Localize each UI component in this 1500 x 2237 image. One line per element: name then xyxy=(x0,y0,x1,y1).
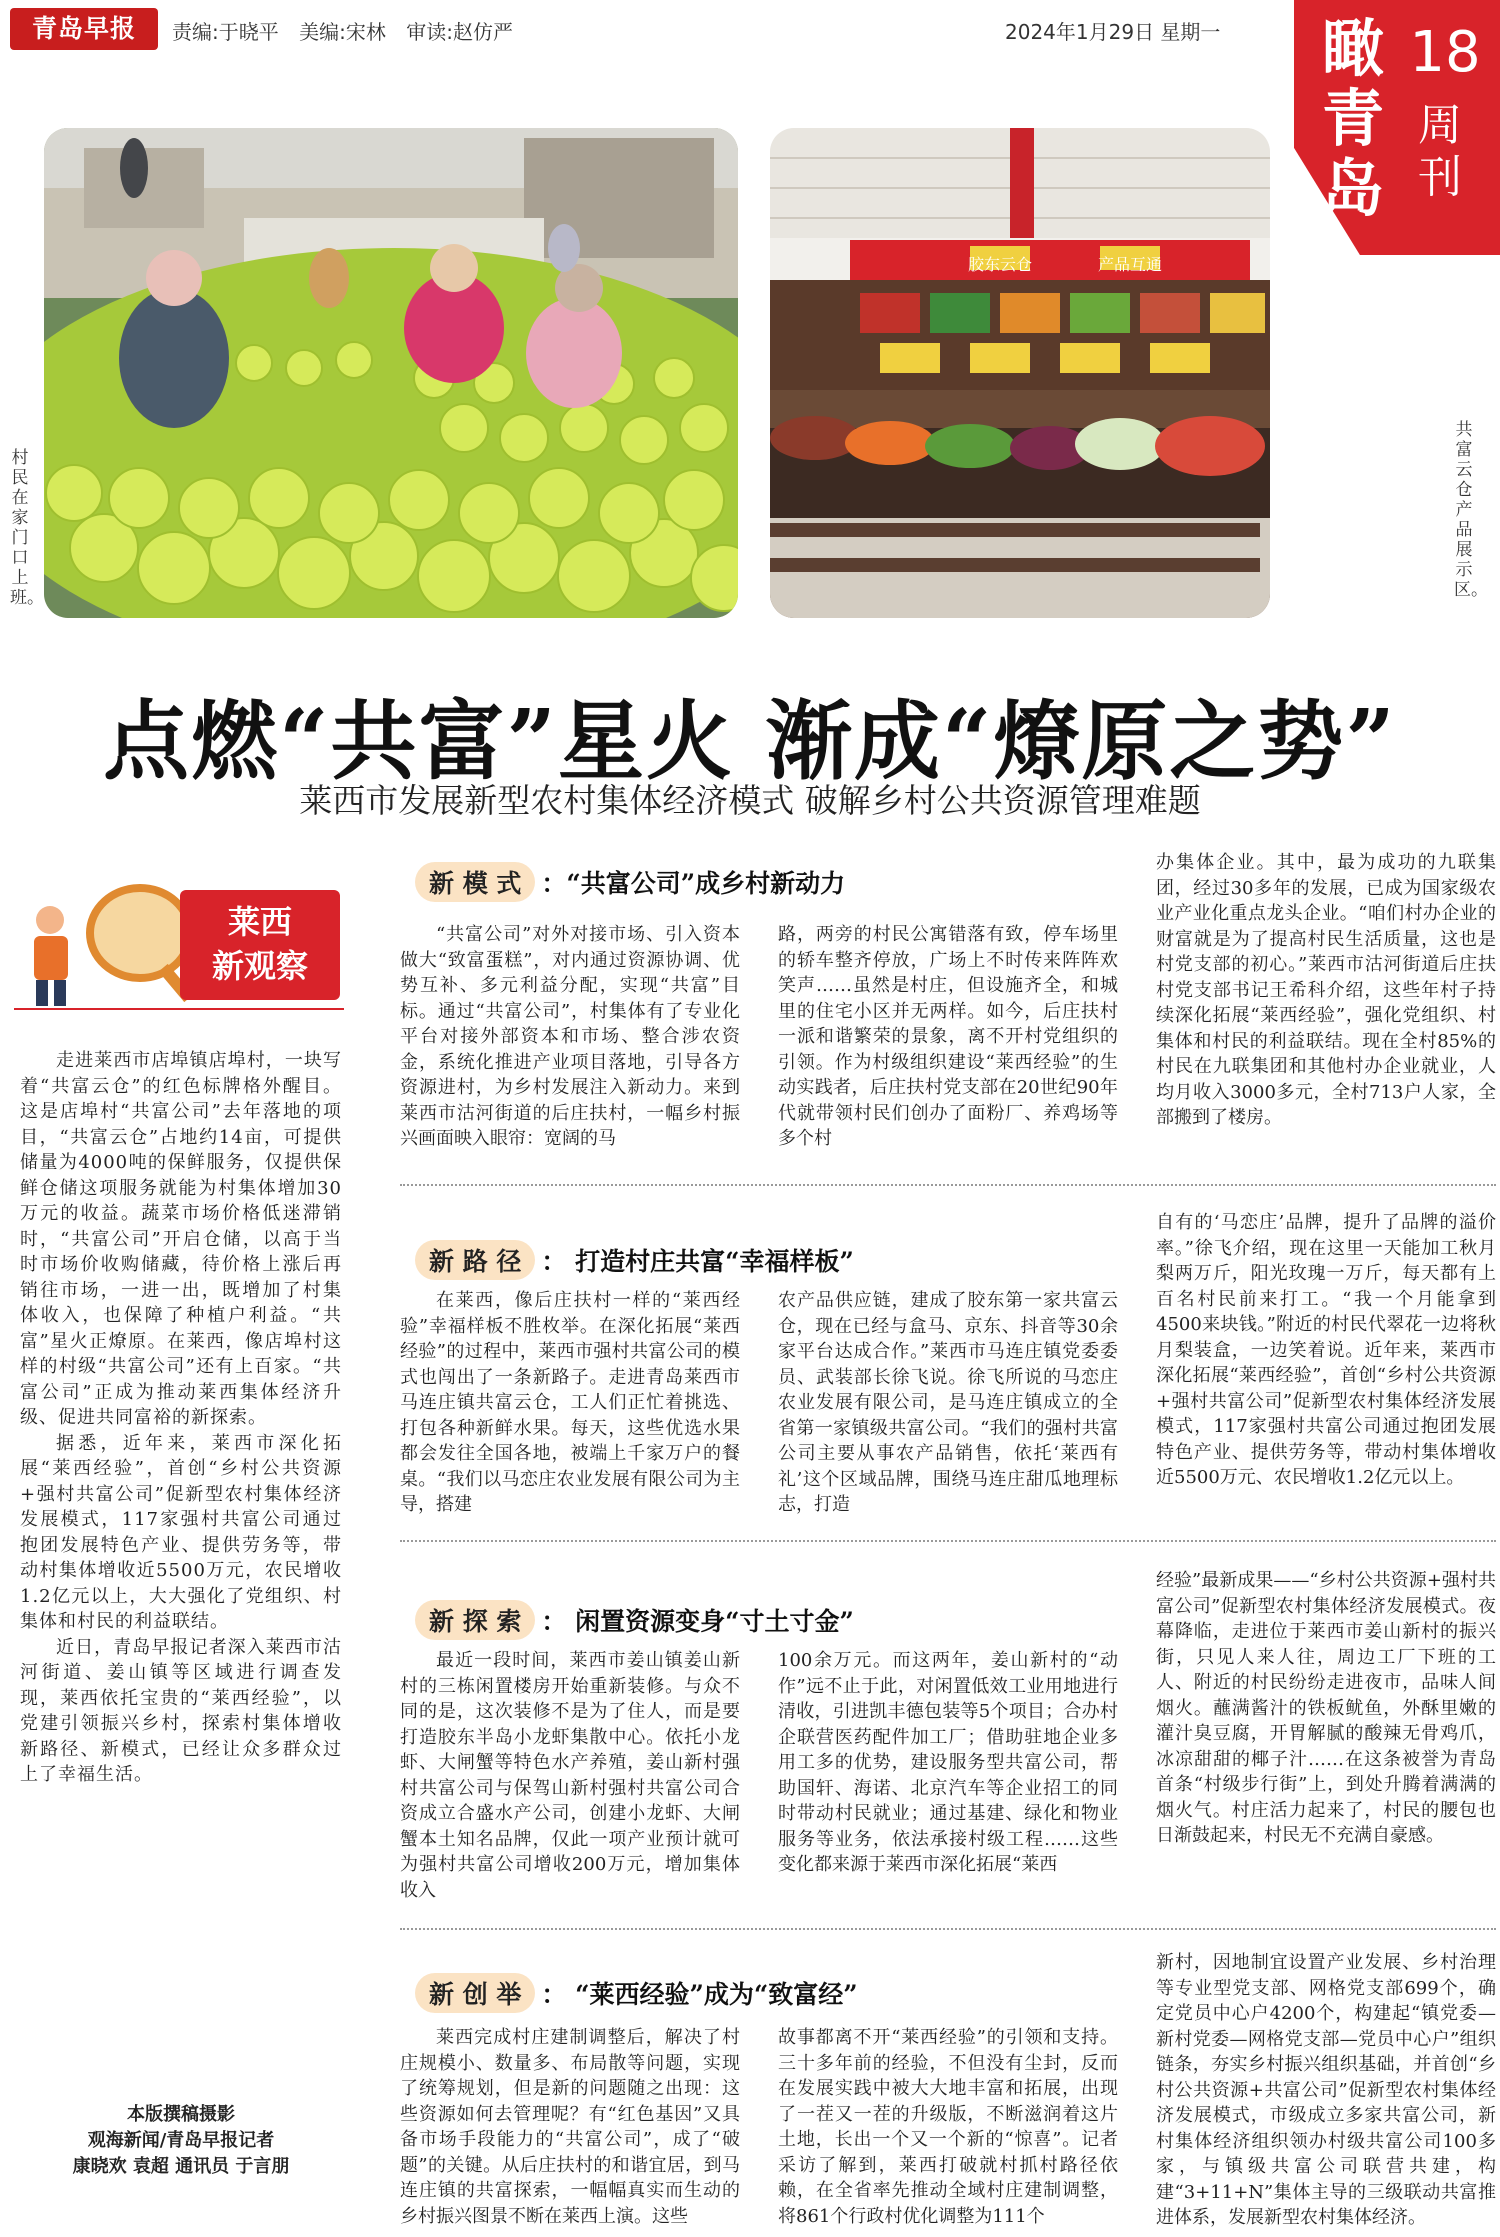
section-divider xyxy=(400,1184,1496,1186)
section-divider xyxy=(400,1540,1496,1542)
photo-caption-right: 共富云仓产品展示区。 xyxy=(1454,420,1488,600)
section-column xyxy=(1156,1210,1496,1550)
section-column xyxy=(400,2025,740,2231)
newspaper-logo[interactable]: 青岛早报 xyxy=(10,8,158,50)
section-column xyxy=(1156,850,1496,1194)
section-tag: 新 探 索 xyxy=(415,1600,535,1640)
section-paragraph: “共富公司”对外对接市场、引入资本做大“致富蛋糕”，对内通过资源协调、优势互补、多元利益分配，实现“共富”目标。通过“共富公司”，村集体有了专业化平台对接外部资本和市场、整合涉农资金，系统化推进产业项目落地，引导各方资源进村，为乡村发展注入新动力。来到莱西市沽河街道的后庄扶村，一幅乡村振兴画面映入眼帘：宽阔的马 xyxy=(400,924,740,1149)
issue-date: 2024年1月29日 星期一 xyxy=(1005,20,1221,44)
left-paragraph: 近日，青岛早报记者深入莱西市沽河街道、姜山镇等区域进行调查发现，莱西依托宝贵的“莱西经验”，以党建引领振兴乡村，探索村集体增收新路径、新模式，已经让众多群众过上了幸福生活。 xyxy=(20,1636,342,1785)
section-column xyxy=(400,1648,740,1920)
section-paragraph: 新村，因地制宜设置产业发展、乡村治理等专业型党支部、网格党支部699个，确定党员中心户4200个，构建起“镇党委—新村党委—网格党支部—党员中心户”组织链条，夯实乡村振兴组织基础，并首创“乡村公共资源+共富公司”促新型农村集体经济发展模式，市级成立多家共富公司，新村集体经济组织领办村级共富公司100多家，与镇级共富公司联营共建，构建“3+11+N”集体主导的三级联动共富推进体系，发展新型农村集体经济。 xyxy=(1156,1952,1496,2228)
section-column xyxy=(1156,1568,1496,1920)
section-heading xyxy=(415,1600,854,1640)
section-heading xyxy=(415,1973,858,2013)
section-heading xyxy=(415,862,845,902)
section-column xyxy=(778,922,1118,1194)
section-title-text: ： “莱西经验”成为“致富经” xyxy=(541,1980,858,2009)
photo-caption-left: 村民在家门口上班。 xyxy=(10,448,44,608)
article-subheadline: 莱西市发展新型农村集体经济模式 破解乡村公共资源管理难题 xyxy=(299,781,1201,820)
section-tag: 新 创 举 xyxy=(415,1973,535,2013)
section-column xyxy=(778,2025,1118,2231)
left-paragraph: 据悉，近年来，莱西市深化拓展“莱西经验”，首创“乡村公共资源+强村共富公司”促新型农村集体经济发展模式，117家强村共富公司通过抱团发展特色产业、提供劳务等，带动村集体增收近5500万元，农民增收1.2亿元以上，大大强化了党组织、村集体和村民的利益联结。 xyxy=(20,1432,342,1632)
section-paragraph: 100余万元。而这两年，姜山新村的“动作”远不止于此，对闲置低效工业用地进行清收，引进凯丰德包装等5个项目；合办村企联营医药配件加工厂；借助驻地企业多用工多的优势，建设服务型共富公司，帮助国轩、海诺、北京汽车等企业招工的同时带动村民就业；通过基建、绿化和物业服务等业务，依法承接村级工程……这些变化都来源于莱西市深化拓展“莱西 xyxy=(778,1650,1118,1875)
section-tag: 新 模 式 xyxy=(415,862,535,902)
section-paragraph: 在莱西，像后庄扶村一样的“莱西经验”幸福样板不胜枚举。在深化拓展“莱西经验”的过程中，莱西市强村共富公司的模式也闯出了一条新路子。走进青岛莱西市马连庄镇共富云仓，工人们正忙着挑选、打包各种新鲜水果。每天，这些优选水果都会发往全国各地，被端上千家万户的餐桌。“我们以马恋庄农业发展有限公司为主导，搭建 xyxy=(400,1290,740,1515)
column-label-underline xyxy=(14,1008,344,1010)
credit-art-editor: 美编:宋林 xyxy=(299,20,386,44)
editor-credits xyxy=(172,16,527,45)
section-paragraph: 路，两旁的村民公寓错落有致，停车场里的轿车整齐停放，广场上不时传来阵阵欢笑声……虽然是村庄，但设施齐全，和城里的住宅小区并无两样。如今，后庄扶村一派和谐繁荣的景象，离不开村党组织的引领。作为村级组织建设“莱西经验”的生动实践者，后庄扶村党支部在20世纪90年代就带领村民们创办了面粉厂、养鸡场等多个村 xyxy=(778,924,1118,1149)
column-label-line1: 莱西 xyxy=(227,903,292,941)
credit-proofreader: 审读:赵仿严 xyxy=(406,20,513,44)
section-column xyxy=(1156,1950,1496,2231)
section-column xyxy=(778,1288,1118,1550)
byline-line: 观海新闻/青岛早报记者 xyxy=(87,2130,275,2151)
section-title-text: ：“共富公司”成乡村新动力 xyxy=(541,869,846,898)
byline xyxy=(20,2102,342,2180)
credit-editor: 责编:于晓平 xyxy=(172,20,279,44)
photo-villagers-working[interactable] xyxy=(44,128,738,618)
masthead xyxy=(0,0,1500,62)
produce-shelves-image xyxy=(770,128,1270,618)
section-title: 瞰青岛 xyxy=(1321,12,1384,225)
section-column xyxy=(400,922,740,1194)
sign-right: 产品互通 xyxy=(1097,255,1163,274)
section-column xyxy=(778,1648,1118,1920)
section-divider xyxy=(400,1928,1496,1930)
section-paragraph: 故事都离不开“莱西经验”的引领和支持。三十多年前的经验，不但没有尘封，反而在发展实践中被大大地丰富和拓展，出现了一茬又一茬的升级版，不断滋润着这片土地，长出一个又一个新的“惊喜”。记者采访了解到，莱西打破就村抓村路径依赖，在全省率先推动全域村庄建制调整，将861个行政村优化调整为111个 xyxy=(778,2027,1118,2227)
left-column-article xyxy=(20,1048,342,1788)
sign-left: 胶东云仓 xyxy=(967,255,1033,274)
section-heading xyxy=(415,1240,854,1280)
section-tag: 新 路 径 xyxy=(415,1240,535,1280)
section-paragraph: 农产品供应链，建成了胶东第一家共富云仓，现在已经与盒马、京东、抖音等30余家平台达成合作。”莱西市马连庄镇党委委员、武装部长徐飞说。徐飞所说的马恋庄农业发展有限公司，是马连庄镇成立的全省第一家镇级共富公司。“我们的强村共富公司主要从事农产品销售，依托‘莱西有礼’这个区域品牌，围绕马连庄甜瓜地理标志，打造 xyxy=(778,1290,1118,1515)
section-paragraph: 最近一段时间，莱西市姜山镇姜山新村的三栋闲置楼房开始重新装修。与众不同的是，这次装修不是为了住人，而是要打造胶东半岛小龙虾集散中心。依托小龙虾、大闸蟹等特色水产养殖，姜山新村强村共富公司与保驾山新村强村共富公司合资成立合盛水产公司，创建小龙虾、大闸蟹本土知名品牌，仅此一项产业预计就可为强村共富公司增收200万元，增加集体收入 xyxy=(400,1650,740,1901)
section-title-text: ： 闲置资源变身“寸土寸金” xyxy=(541,1607,854,1636)
byline-line: 康晓欢 袁超 通讯员 于言朋 xyxy=(72,2156,290,2177)
section-title-text: ： 打造村庄共富“幸福样板” xyxy=(541,1247,854,1276)
byline-line: 本版撰稿摄影 xyxy=(127,2104,235,2125)
article-headline: 点燃“共富”星火 渐成“燎原之势” xyxy=(103,691,1397,792)
pear-sorting-image xyxy=(44,128,738,618)
section-column xyxy=(400,1288,740,1550)
weekly-label: 周刊 xyxy=(1418,100,1462,203)
section-paragraph: 经验”最新成果——“乡村公共资源+强村共富公司”促新型农村集体经济发展模式。夜幕降临，走进位于莱西市姜山新村的振兴街，只见人来人往，周边工厂下班的工人、附近的村民纷纷走进夜市，品味人间烟火。蘸满酱汁的铁板鱿鱼，外酥里嫩的灌汁臭豆腐，开胃解腻的酸辣无骨鸡爪，冰凉甜甜的椰子汁……在这条被誉为青岛首条“村级步行街”上，到处升腾着满满的烟火气。村庄活力起来了，村民的腰包也日渐鼓起来，村民无不充满自豪感。 xyxy=(1156,1570,1496,1846)
section-paragraph: 莱西完成村庄建制调整后，解决了村庄规模小、数量多、布局散等问题，实现了统筹规划，但是新的问题随之出现：这些资源如何去管理呢？有“红色基因”又具备市场手段能力的“共富公司”，成了“破题”的关键。从后庄扶村的和谐宜居，到马连庄镇的共富探索，一幅幅真实而生动的乡村振兴图景不断在莱西上演。这些 xyxy=(400,2027,740,2227)
left-paragraph: 走进莱西市店埠镇店埠村，一块写着“共富云仓”的红色标牌格外醒目。这是店埠村“共富公司”去年落地的项目，“共富云仓”占地约14亩，可提供储量为4000吨的保鲜服务，仅提供保鲜仓储这项服务就能为村集体增加30万元的收益。蔬菜市场价格低迷滞销时，“共富公司”开启仓储，以高于当时市场价收购储藏，待价格上涨后再销往市场，一进一出，既增加了村集体收入，也保障了种植户利益。“共富”星火正燎原。在莱西，像店埠村这样的村级“共富公司”还有上百家。“共富公司”正成为推动莱西集体经济升级、促进共同富裕的新探索。 xyxy=(20,1050,342,1428)
page-number: 18 xyxy=(1409,20,1481,85)
column-label xyxy=(180,890,340,1000)
photo-produce-showroom[interactable] xyxy=(770,128,1270,618)
section-paragraph: 自有的‘马恋庄’品牌，提升了品牌的溢价率。”徐飞介绍，现在这里一天能加工秋月梨两万斤，阳光玫瑰一万斤，每天都有上百名村民前来打工。“我一个月能拿到4500来块钱。”附近的村民代翠花一边将秋月梨装盒，一边笑着说。近年来，莱西市深化拓展“莱西经验”，首创“乡村公共资源+强村共富公司”促新型农村集体经济发展模式，117家强村共富公司通过抱团发展特色产业、提供劳务等，带动村集体增收近5500万元、农民增收1.2亿元以上。 xyxy=(1156,1212,1496,1488)
column-label-line2: 新观察 xyxy=(211,947,308,985)
section-paragraph: 办集体企业。其中，最为成功的九联集团，经过30多年的发展，已成为国家级农业产业化重点龙头企业。“咱们村办企业的财富就是为了提高村民生活质量，这也是村党支部的初心。”莱西市沽河街道后庄扶村党支部书记王希科介绍，这些年村子持续深化拓展“莱西经验”，强化党组织、村集体和村民的利益联结。现在全村85%的村民在九联集团和其他村办企业就业，人均月收入3000多元，全村713户人家，全部搬到了楼房。 xyxy=(1156,852,1496,1128)
